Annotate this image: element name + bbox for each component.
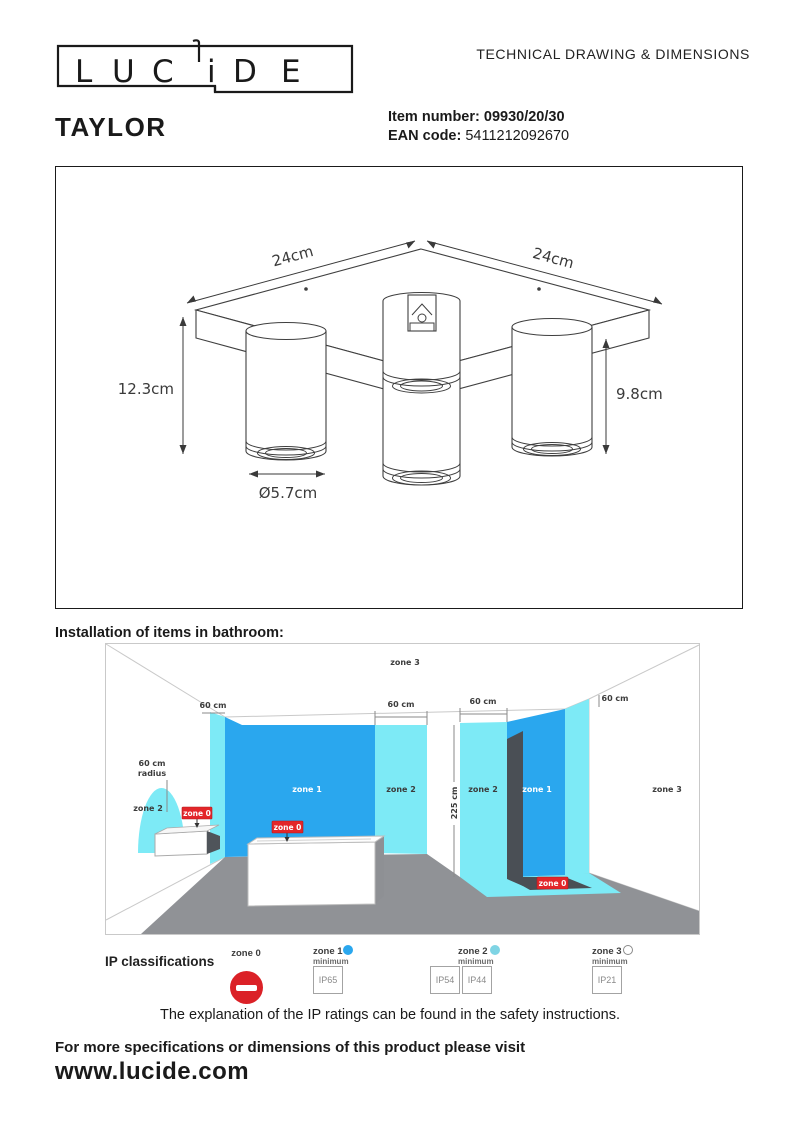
zone0-basin-badge: zone 0 bbox=[183, 809, 211, 818]
zone1-dot-icon bbox=[343, 945, 353, 955]
spot-left bbox=[246, 323, 326, 461]
legend-zone2-min: minimum bbox=[458, 957, 494, 966]
ip-classifications-title: IP classifications bbox=[105, 954, 215, 969]
legend-zone1-min: minimum bbox=[313, 957, 349, 966]
logo-letter: U bbox=[112, 54, 135, 90]
bathroom-svg bbox=[105, 643, 700, 935]
dim-corner-right: 60 cm bbox=[601, 694, 629, 703]
zone0-shower-badge: zone 0 bbox=[538, 879, 567, 888]
legend-zone3-label: zone 3 bbox=[592, 946, 622, 957]
zone2-shower-panel bbox=[460, 722, 507, 877]
screw-dot bbox=[304, 287, 308, 291]
item-number-row bbox=[388, 108, 569, 127]
spot-right bbox=[512, 319, 592, 457]
fixture-drawing bbox=[56, 167, 742, 607]
no-entry-bar bbox=[236, 985, 257, 991]
ip44-box: IP44 bbox=[462, 966, 492, 994]
ip54-box: IP54 bbox=[430, 966, 460, 994]
bathroom-diagram bbox=[105, 643, 700, 935]
screw-dot bbox=[537, 287, 541, 291]
logo-letters bbox=[75, 54, 301, 90]
lucide-logo bbox=[55, 38, 355, 100]
zone2-bath-label: zone 2 bbox=[386, 785, 416, 794]
logo-letter: C bbox=[152, 54, 174, 90]
item-number-label: Item number: bbox=[388, 109, 480, 125]
item-number-value: 09930/20/30 bbox=[483, 109, 565, 125]
dim-diameter: Ø5.7cm bbox=[258, 484, 318, 502]
legend-zone2-label: zone 2 bbox=[458, 946, 488, 957]
ip65-box: IP65 bbox=[313, 966, 343, 994]
shower-door bbox=[507, 731, 523, 886]
logo-letter: L bbox=[75, 54, 93, 90]
zone2-dot-icon bbox=[490, 945, 500, 955]
height-label: 225 cm bbox=[450, 786, 459, 820]
dim-9-8cm: 9.8cm bbox=[616, 385, 663, 403]
product-title: TAYLOR bbox=[55, 112, 167, 142]
bathroom-heading: Installation of items in bathroom: bbox=[55, 625, 284, 641]
item-info bbox=[388, 108, 569, 146]
ean-row bbox=[388, 127, 569, 146]
dim-corner-left: 60 cm bbox=[199, 701, 227, 710]
zone2-shower-label: zone 2 bbox=[468, 785, 498, 794]
ean-value: 5411212092670 bbox=[465, 128, 570, 144]
logo-letter: D bbox=[233, 54, 257, 90]
ceiling-zone-label: zone 3 bbox=[390, 658, 420, 667]
legend-zone1-label: zone 1 bbox=[313, 946, 343, 957]
doc-title: TECHNICAL DRAWING & DIMENSIONS bbox=[476, 46, 750, 62]
ip21-box: IP21 bbox=[592, 966, 622, 994]
zone2-corner-right bbox=[565, 699, 589, 875]
dim-24cm-left: 24cm bbox=[270, 241, 316, 271]
legend-zone0-label: zone 0 bbox=[231, 948, 261, 959]
logo-letter: i bbox=[207, 54, 216, 90]
footer-line: For more specifications or dimensions of this product please visit bbox=[55, 1039, 526, 1056]
zone1-shower-label: zone 1 bbox=[522, 785, 552, 794]
zone2-basin-label: zone 2 bbox=[133, 804, 163, 813]
radius-label-2: radius bbox=[137, 769, 167, 778]
dim-12-3cm: 12.3cm bbox=[117, 380, 174, 398]
logo-c-hook bbox=[193, 40, 199, 62]
zone1-bath-label: zone 1 bbox=[292, 785, 322, 794]
dim-bath: 60 cm bbox=[387, 700, 415, 709]
website-url: www.lucide.com bbox=[55, 1058, 250, 1085]
ip-ratings-note: The explanation of the IP ratings can be found in the safety instructions. bbox=[160, 1007, 620, 1023]
bathtub bbox=[248, 836, 384, 906]
mounting-bracket bbox=[408, 295, 436, 331]
no-entry-icon bbox=[230, 971, 263, 1004]
dim-24cm-right: 24cm bbox=[530, 243, 576, 273]
zone3-circle-icon bbox=[623, 945, 633, 955]
dim-shower: 60 cm bbox=[469, 697, 497, 706]
legend-zone3-min: minimum bbox=[592, 957, 628, 966]
logo-letter: E bbox=[281, 54, 301, 90]
zone0-bath-badge: zone 0 bbox=[273, 823, 302, 832]
logo-frame bbox=[58, 40, 352, 92]
radius-label-1: 60 cm bbox=[138, 759, 166, 768]
zone3-wall-label: zone 3 bbox=[652, 785, 682, 794]
washbasin bbox=[155, 825, 220, 856]
ean-label: EAN code: bbox=[388, 128, 462, 144]
technical-drawing-frame bbox=[55, 166, 743, 609]
spot-center bbox=[383, 293, 460, 486]
